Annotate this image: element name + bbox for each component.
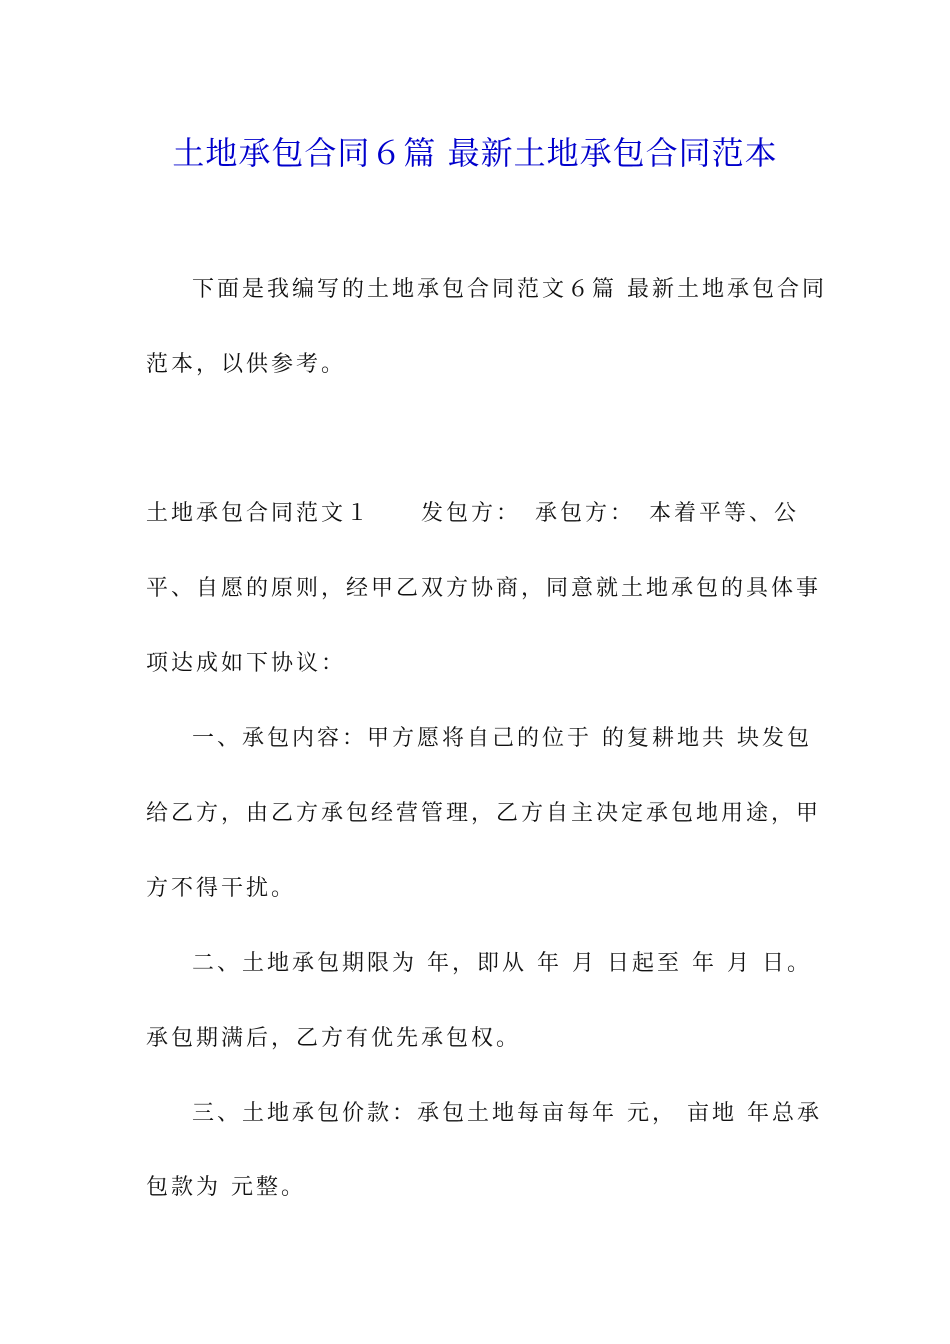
paragraph-line: 二、土地承包期限为 年，即从 年 月 日起至 年 月 日。	[192, 951, 812, 976]
paragraph-line: 方不得干扰。	[146, 876, 297, 901]
paragraph-line: 土地承包合同范文１ 发包方： 承包方： 本着平等、公	[146, 501, 800, 526]
paragraph-line: 一、承包内容：甲方愿将自己的位于 的复耕地共 块发包	[192, 726, 812, 751]
paragraph-line: 三、土地承包价款：承包土地每亩每年 元， 亩地 年总承	[192, 1101, 822, 1126]
document-title: 土地承包合同６篇 最新土地承包合同范本	[172, 134, 778, 172]
paragraph-line: 下面是我编写的土地承包合同范文６篇 最新土地承包合同	[192, 277, 827, 302]
paragraph-line: 范本，以供参考。	[146, 352, 347, 377]
paragraph-line: 承包期满后，乙方有优先承包权。	[146, 1026, 522, 1051]
paragraph-line: 平、自愿的原则，经甲乙双方协商，同意就土地承包的具体事	[146, 576, 822, 601]
paragraph-line: 给乙方，由乙方承包经营管理，乙方自主决定承包地用途，甲	[146, 801, 822, 826]
paragraph-line: 包款为 元整。	[146, 1175, 306, 1200]
paragraph-line: 项达成如下协议：	[146, 651, 347, 676]
